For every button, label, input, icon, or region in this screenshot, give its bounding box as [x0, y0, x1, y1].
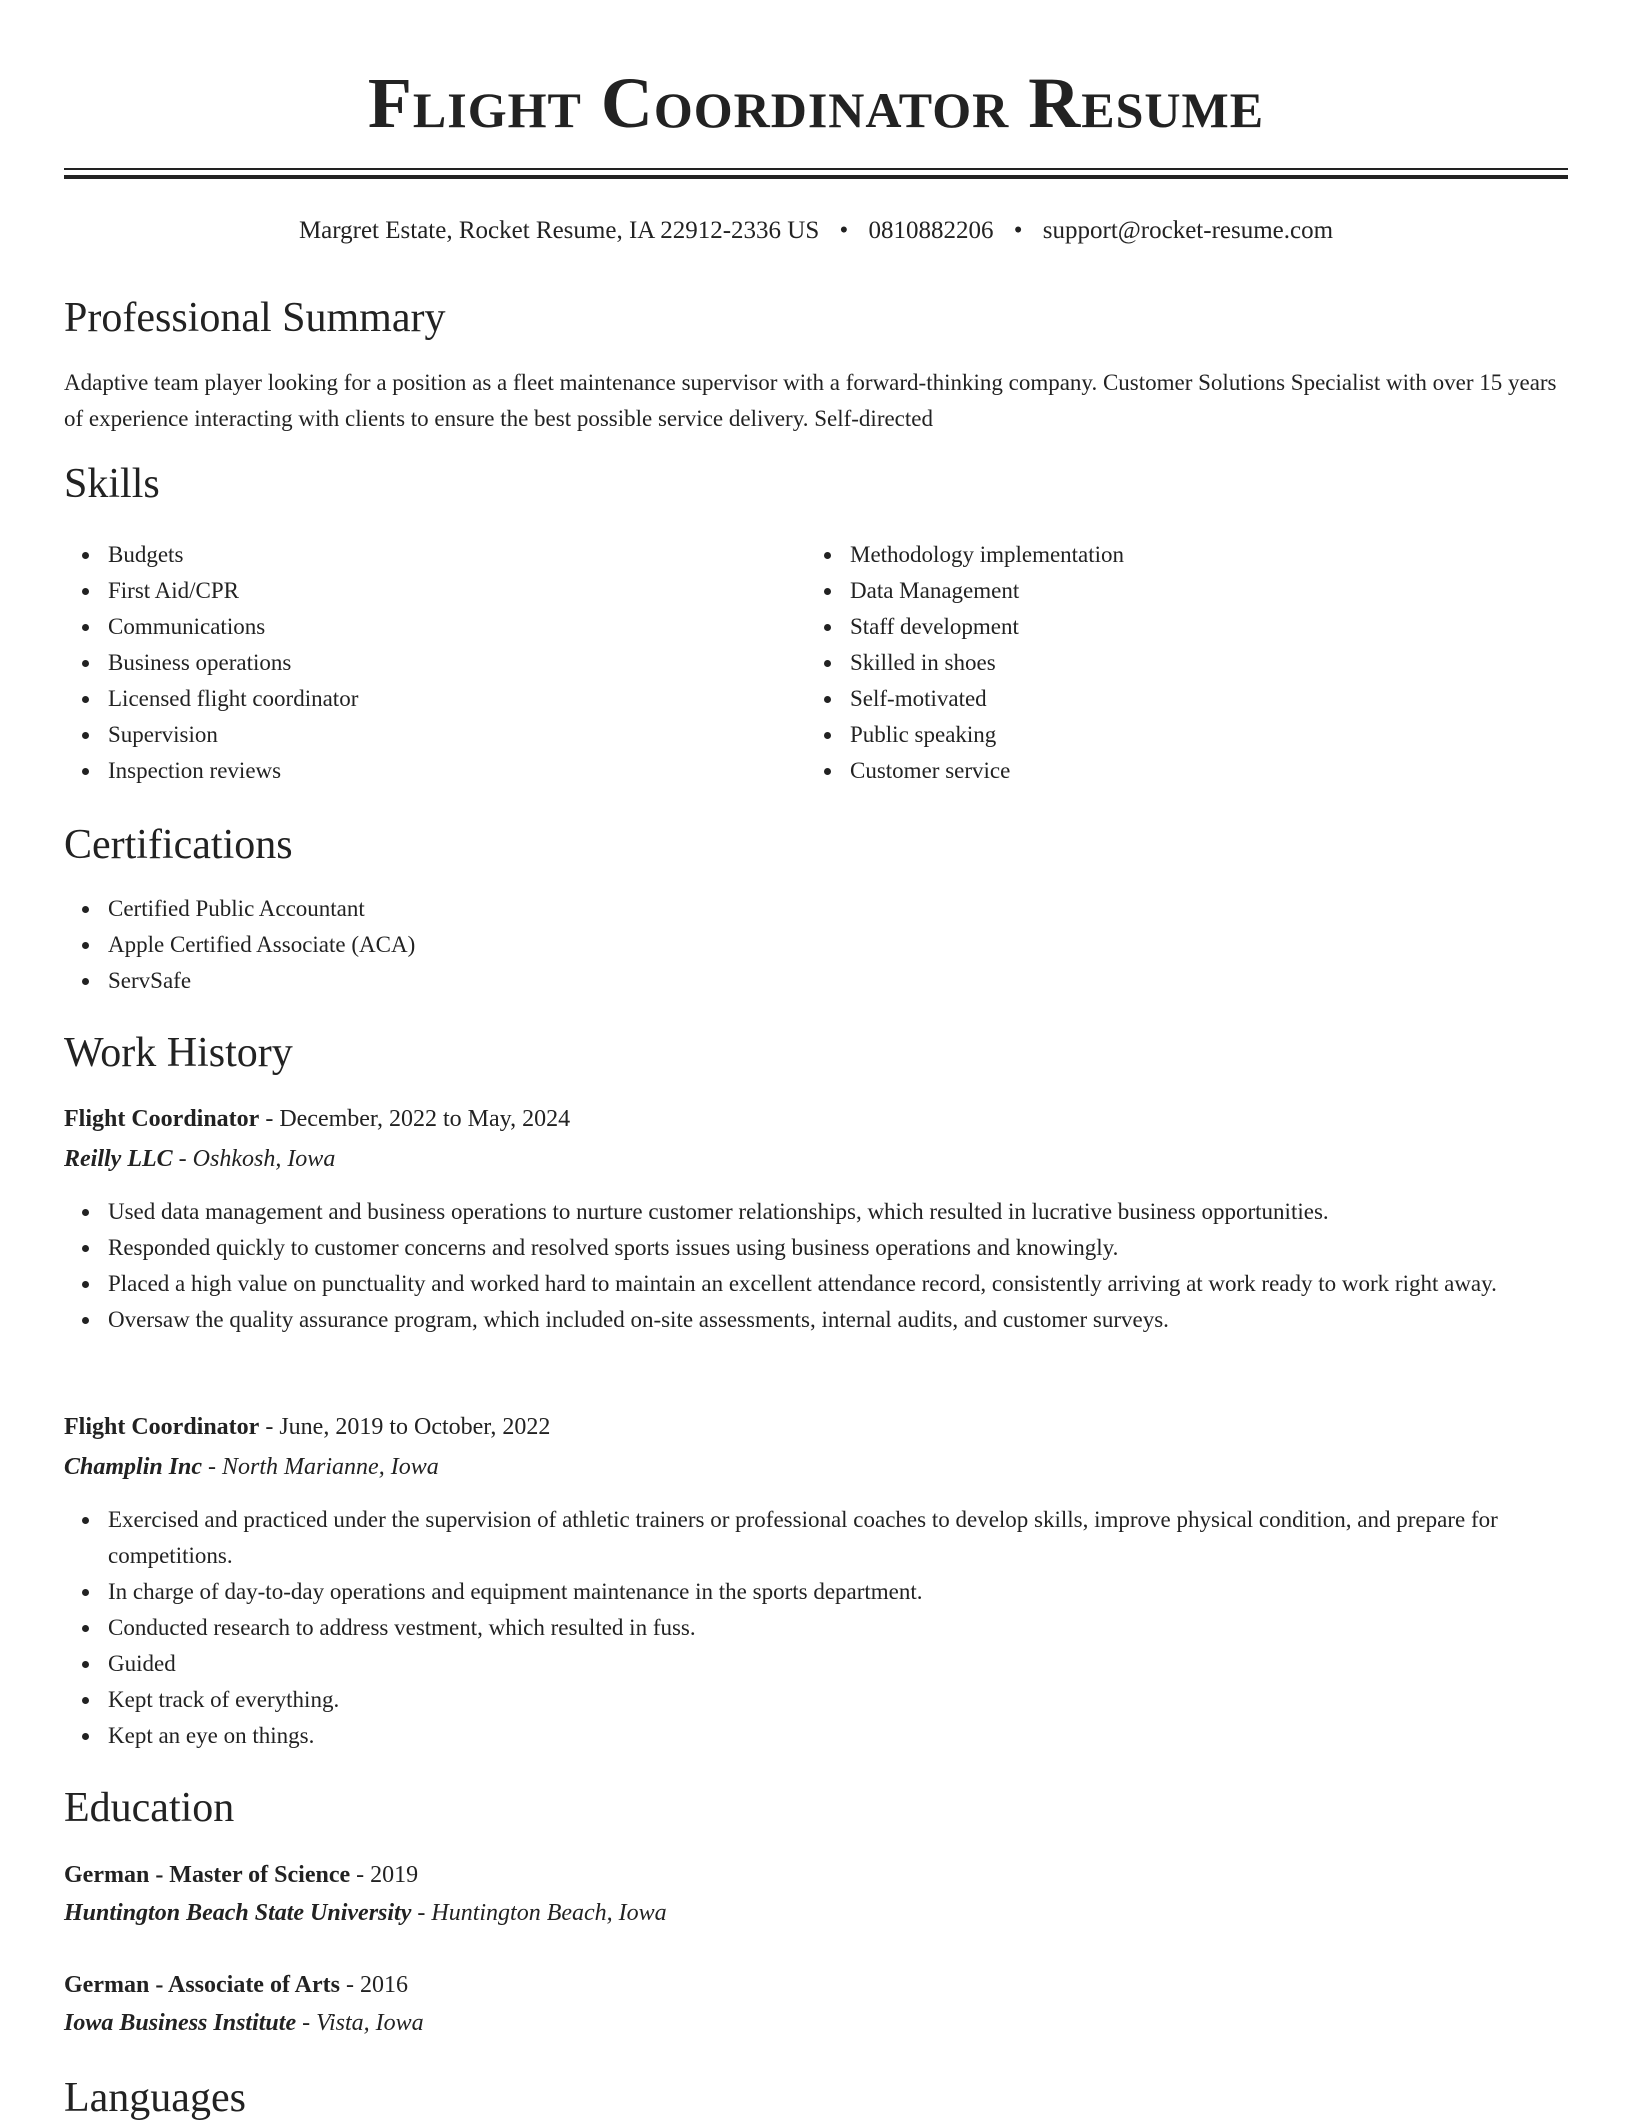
- job-duty: Guided: [64, 1646, 1568, 1682]
- skill-item: Data Management: [806, 573, 1566, 609]
- education-location: - Huntington Beach, Iowa: [417, 1900, 667, 1926]
- education-degree-line: [64, 1857, 418, 1893]
- job-dates: - December, 2022 to May, 2024: [265, 1106, 571, 1132]
- languages-heading: Languages: [64, 2075, 246, 2121]
- job-duties-list: [64, 1194, 1568, 1338]
- education-school-line: [64, 2005, 424, 2041]
- job-title-line: [64, 1409, 550, 1445]
- job-duty: Conducted research to address vestment, which resulted in fuss.: [64, 1610, 1568, 1646]
- job-title: Flight Coordinator: [64, 1106, 260, 1132]
- education-school: Iowa Business Institute: [64, 2010, 297, 2036]
- contact-line: [64, 213, 1568, 249]
- education-school: Huntington Beach State University: [64, 1900, 412, 1926]
- education-heading: Education: [64, 1785, 235, 1831]
- title-divider-thin: [64, 168, 1568, 170]
- contact-email: support@rocket-resume.com: [1042, 217, 1334, 244]
- skills-list-left: [64, 537, 764, 789]
- title-divider-thick: [64, 175, 1568, 179]
- job-dates: - June, 2019 to October, 2022: [265, 1414, 551, 1440]
- certifications-list: [64, 891, 1568, 999]
- skill-item: Supervision: [64, 717, 764, 753]
- resume-title: Flight Coordinator Resume: [367, 63, 1265, 143]
- skill-item: Budgets: [64, 537, 764, 573]
- summary-heading: Professional Summary: [64, 295, 446, 341]
- skill-item: Business operations: [64, 645, 764, 681]
- contact-separator: •: [839, 217, 849, 244]
- education-degree: German - Associate of Arts: [64, 1972, 340, 1998]
- job-duty: Kept an eye on things.: [64, 1718, 1568, 1754]
- job-duties-list: [64, 1502, 1568, 1754]
- job-location: - North Marianne, Iowa: [208, 1454, 439, 1480]
- skill-item: Customer service: [806, 753, 1566, 789]
- education-degree: German - Master of Science: [64, 1862, 351, 1888]
- skill-item: Public speaking: [806, 717, 1566, 753]
- job-duty: Responded quickly to customer concerns and resolved sports issues using business operations and knowingly.: [64, 1230, 1568, 1266]
- job-location: - Oshkosh, Iowa: [178, 1146, 336, 1172]
- skills-heading: Skills: [64, 461, 160, 507]
- skill-item: Licensed flight coordinator: [64, 681, 764, 717]
- skills-list-right: [806, 537, 1566, 789]
- skill-item: First Aid/CPR: [64, 573, 764, 609]
- skill-item: Communications: [64, 609, 764, 645]
- job-title: Flight Coordinator: [64, 1414, 260, 1440]
- skill-item: Staff development: [806, 609, 1566, 645]
- job-duty: Oversaw the quality assurance program, which included on-site assessments, internal audits, and customer surveys.: [64, 1302, 1568, 1338]
- education-year: - 2016: [345, 1972, 408, 1998]
- contact-phone: 0810882206: [868, 217, 994, 244]
- summary-text: Adaptive team player looking for a position as a fleet maintenance supervisor with a forward-thinking company. Customer Solutions Specialist with over 15 years of experience interacting with clients to ensure the best possible service delivery. Self-directed: [64, 370, 1557, 431]
- job-company-line: [64, 1141, 335, 1177]
- skill-item: Self-motivated: [806, 681, 1566, 717]
- job-duty: Placed a high value on punctuality and worked hard to maintain an excellent attendance record, consistently arriving at work ready to work right away.: [64, 1266, 1568, 1302]
- work-history-heading: Work History: [64, 1030, 293, 1076]
- job-duty: Used data management and business operations to nurture customer relationships, which resulted in lucrative business opportunities.: [64, 1194, 1568, 1230]
- certification-item: Certified Public Accountant: [64, 891, 1568, 927]
- education-degree-line: [64, 1967, 408, 2003]
- contact-address: Margret Estate, Rocket Resume, IA 22912-2336 US: [298, 217, 820, 244]
- certification-item: Apple Certified Associate (ACA): [64, 927, 1568, 963]
- education-location: - Vista, Iowa: [302, 2010, 424, 2036]
- education-year: - 2019: [356, 1862, 419, 1888]
- certification-item: ServSafe: [64, 963, 1568, 999]
- skill-item: Skilled in shoes: [806, 645, 1566, 681]
- job-company: Champlin Inc: [64, 1454, 203, 1480]
- job-title-line: [64, 1101, 570, 1137]
- job-duty: Kept track of everything.: [64, 1682, 1568, 1718]
- job-company-line: [64, 1449, 439, 1485]
- job-company: Reilly LLC: [64, 1146, 173, 1172]
- job-duty: In charge of day-to-day operations and equipment maintenance in the sports department.: [64, 1574, 1568, 1610]
- skill-item: Methodology implementation: [806, 537, 1566, 573]
- skill-item: Inspection reviews: [64, 753, 764, 789]
- education-school-line: [64, 1895, 667, 1931]
- certifications-heading: Certifications: [64, 822, 293, 868]
- contact-separator: •: [1013, 217, 1023, 244]
- job-duty: Exercised and practiced under the supervision of athletic trainers or professional coaches to develop skills, improve physical condition, and prepare for competitions.: [64, 1502, 1568, 1574]
